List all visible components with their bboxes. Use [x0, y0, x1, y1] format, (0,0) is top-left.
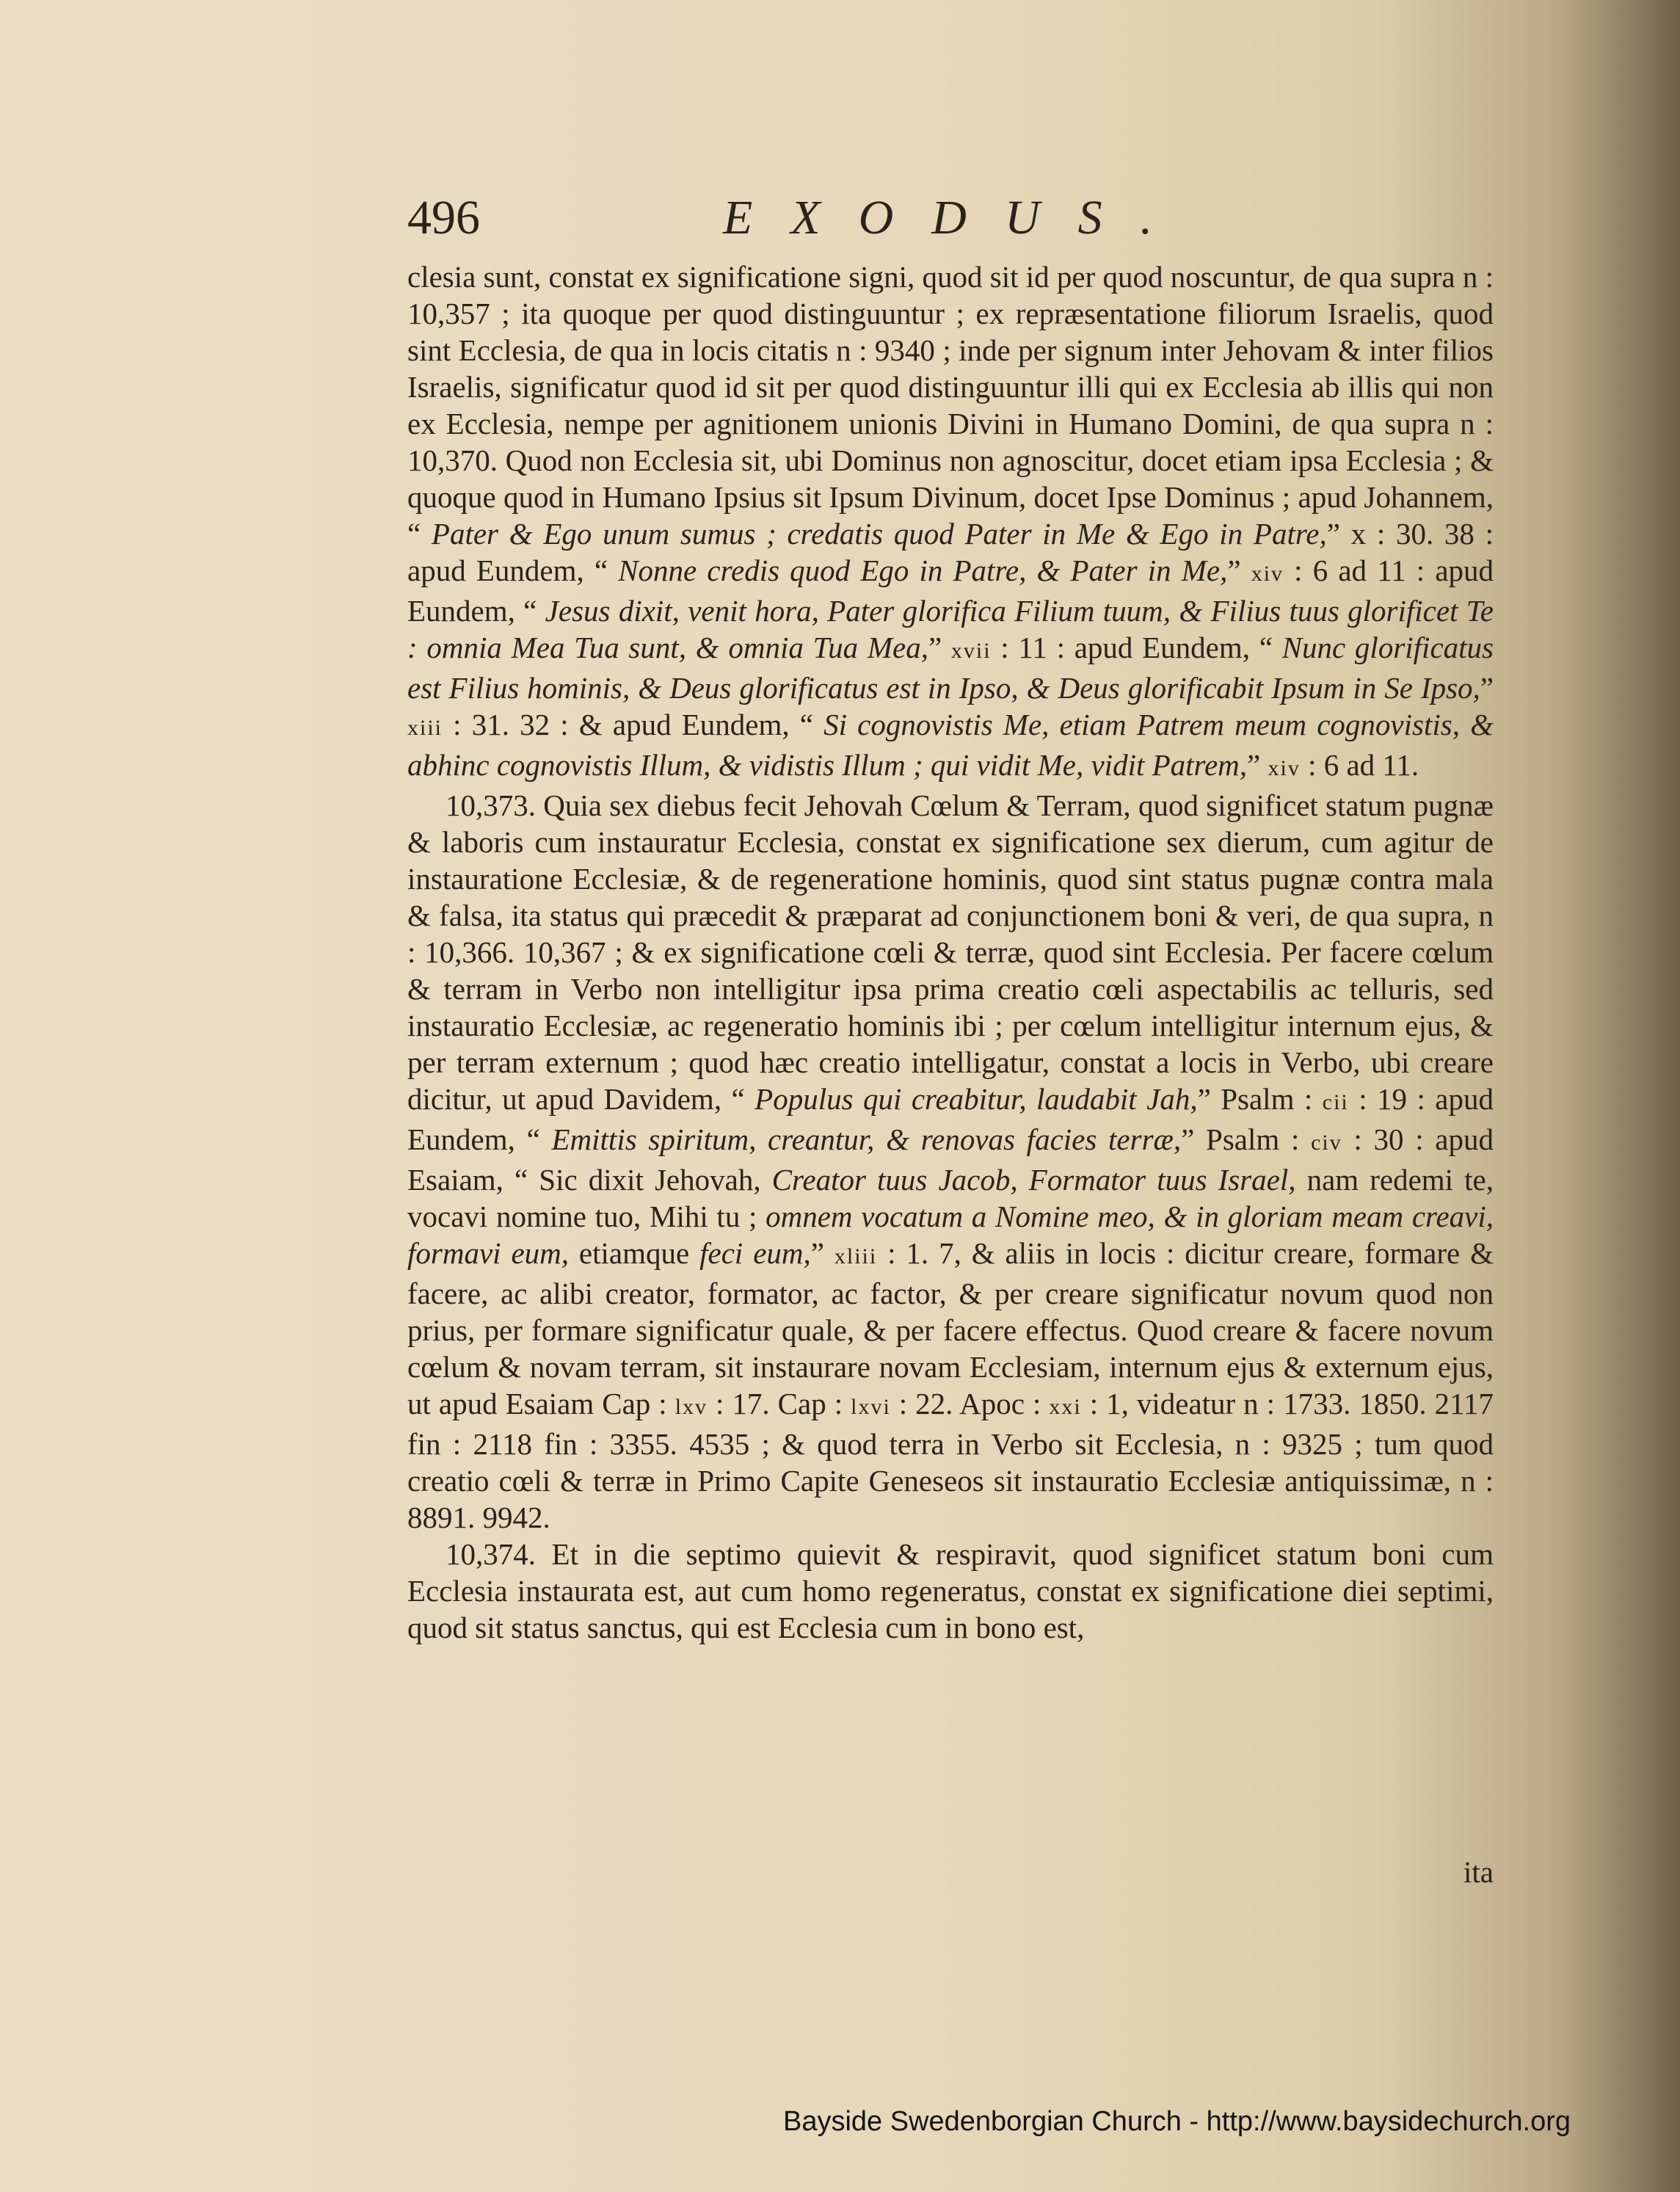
text-run: etiamque	[569, 1236, 700, 1270]
text-run: xxi	[1049, 1395, 1082, 1419]
text-run: : 11 : apud Eundem, “	[991, 631, 1282, 664]
paragraph	[407, 787, 1494, 1536]
text-run: : 17. Cap :	[708, 1387, 851, 1420]
paragraph	[407, 1536, 1494, 1646]
body-text	[407, 258, 1494, 1646]
italic-text: Populus qui creabitur, laudabit Jah,	[754, 1082, 1198, 1116]
catchword: ita	[1463, 1855, 1494, 1889]
italic-text: Creator tuus Jacob, Formator tuus Israel,	[771, 1163, 1296, 1197]
page-number: 496	[407, 191, 480, 244]
text-run: xiii	[407, 716, 443, 740]
text-run: xliii	[834, 1244, 878, 1269]
text-run: ” Psalm :	[1181, 1122, 1312, 1156]
text-run: nam redemi te, vocavi nomine tuo, Mihi tu ;	[407, 1163, 1494, 1233]
text-run: civ	[1311, 1131, 1342, 1155]
text-run: ”	[1227, 554, 1251, 587]
italic-text: Nunc glorificatus est Filius hominis, & Deus glorificatus est in Ipso, & Deus glorificabit Ipsum in Se Ipso,	[407, 631, 1494, 705]
italic-text: Jesus dixit, venit hora, Pater glorifica Filium tuum, & Filius tuus glorificet Te : omnia Mea Tua sunt, & omnia Tua Mea,	[407, 594, 1494, 664]
page-header	[407, 185, 1494, 251]
text-run: ”	[810, 1236, 834, 1270]
italic-text: omnem vocatum a Nomine meo, & in gloriam meam creavi, formavi eum,	[407, 1200, 1494, 1270]
italic-text: Si cognovistis Me, etiam Patrem meum cognovistis, & abhinc cognovistis Illum, & vidistis Illum ; qui vidit Me, vidit Patrem,	[407, 708, 1494, 782]
text-run: xvii	[950, 639, 992, 663]
text-run: 10,373. Quia sex diebus fecit Jehovah Cœlum & Terram, quod significet statum pugnæ & laboris cum instauratur Ecclesia, constat ex significatione sex dierum, cum agitur de instauratione Ecclesiæ, & de regeneratione hominis, quod sint status pugnæ contra mala & falsa, ita status qui præcedit & præparat ad conjunctionem boni & veri, de qua supra, n : 10,366. 10,367 ; & ex significatione cœli & terræ, quod sint Ecclesia. Per facere cœlum & terram in Verbo non intelligitur ipsa prima creatio cœli aspectabilis ac telluris, sed instauratio Ecclesiæ, ac regeneratio hominis ibi ; per cœlum intelligitur internum ejus, & per terram externum ; quod hæc creatio intelligatur, constat a locis in Verbo, ubi creare dicitur, ut apud Davidem, “	[407, 788, 1494, 1116]
text-run: ”	[1480, 671, 1494, 705]
text-run: 10,374. Et in die septimo quievit & respiravit, quod significet statum boni cum Ecclesia instaurata est, aut cum homo regeneratus, constat ex significatione diei septimi, quod sit status sanctus, qui est Ecclesia cum in bono est,	[407, 1537, 1494, 1644]
text-run: ”	[928, 631, 951, 664]
text-run: : 31. 32 : & apud Eundem, “	[443, 708, 824, 741]
italic-text: Pater & Ego unum sumus ; credatis quod Pater in Me & Ego in Patre,	[431, 517, 1327, 551]
text-run: ”	[1247, 748, 1268, 782]
text-run: lxv	[674, 1395, 708, 1419]
text-run: : 6 ad 11.	[1300, 748, 1419, 782]
text-run: ” x : 30. 38 : apud Eundem, “	[407, 517, 1494, 587]
text-run: : 1. 7, & aliis in locis : dicitur creare, formare & facere, ac alibi creator, formator, ac factor, & per creare significatur novum quod non prius, per formare significatur quale, & per facere effectus. Quod creare & facere novum cœlum & novam terram, sit instaurare novam Ecclesiam, internum ejus & externum ejus, ut apud Esaiam Cap :	[407, 1236, 1494, 1420]
running-title: EXODUS.	[723, 191, 1191, 244]
text-run: : 22. Apoc :	[890, 1387, 1050, 1420]
paragraph	[407, 258, 1494, 787]
text-run: xiv	[1268, 756, 1301, 780]
text-run: : 30 : apud Esaiam, “ Sic dixit Jehovah,	[407, 1122, 1494, 1197]
italic-text: feci eum,	[699, 1236, 811, 1270]
text-run: : 1, videatur n : 1733. 1850. 2117 fin : 2118 fin : 3355. 4535 ; & quod terra in Verbo sit Ecclesia, n : 9325 ; tum quod creatio cœli & terræ in Primo Capite Geneseos sit instauratio Ecclesiæ antiquissimæ, n : 8891. 9942.	[407, 1387, 1494, 1534]
text-run: clesia sunt, constat ex significatione signi, quod sit id per quod noscuntur, de qua supra n : 10,357 ; ita quoque per quod distinguuntur ; ex repræsentatione filiorum Israelis, quod sint Ecclesia, de qua in locis citatis n : 9340 ; inde per signum inter Jehovam & inter filios Israelis, significatur quod id sit per quod distinguuntur illi qui ex Ecclesia ab illis qui non ex Ecclesia, nempe per agnitionem unionis Divini in Humano Domini, de qua supra n : 10,370. Quod non Ecclesia sit, ubi Dominus non agnoscitur, docet etiam ipsa Ecclesia ; & quoque quod in Humano Ipsius sit Ipsum Divinum, docet Ipse Dominus ; apud Johannem, “	[407, 260, 1494, 551]
text-run: xiv	[1251, 562, 1284, 586]
text-run: ” Psalm :	[1197, 1082, 1323, 1116]
text-run: lxvi	[851, 1395, 891, 1419]
text-run: : 19 : apud Eundem, “	[407, 1082, 1494, 1156]
italic-text: Emittis spiritum, creantur, & renovas facies terræ,	[551, 1122, 1182, 1156]
text-run: cii	[1322, 1090, 1349, 1114]
text-run: : 6 ad 11 : apud Eundem, “	[407, 554, 1494, 628]
watermark-text: Bayside Swedenborgian Church - http://www.baysidechurch.org	[782, 2106, 1571, 2137]
italic-text: Nonne credis quod Ego in Patre, & Pater in Me,	[618, 554, 1228, 587]
